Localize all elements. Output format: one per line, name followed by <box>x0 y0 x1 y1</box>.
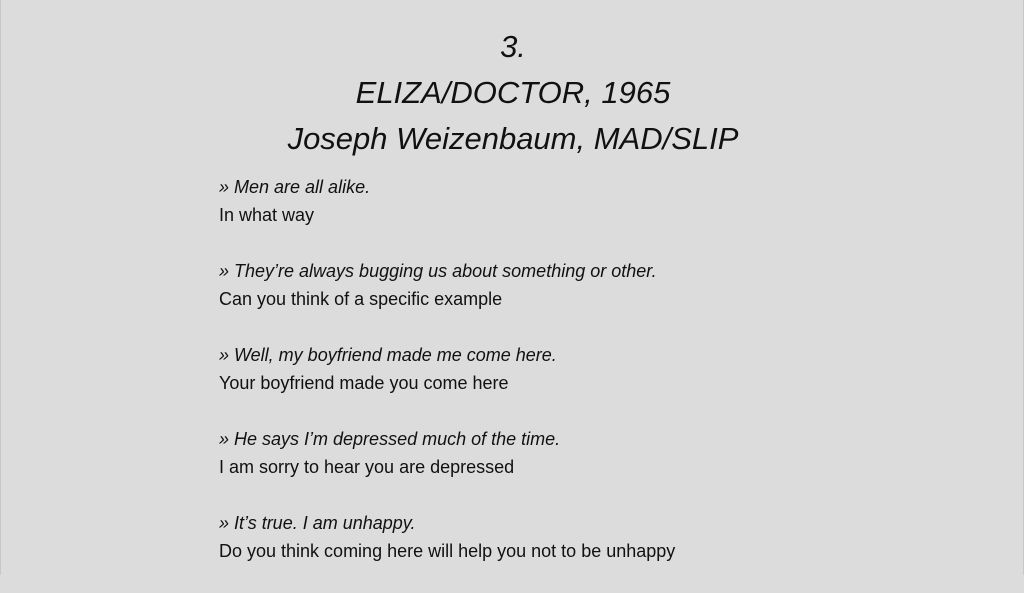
eliza-reply: Your boyfriend made you come here <box>219 373 509 393</box>
program-title: ELIZA/DOCTOR, 1965 <box>355 75 671 110</box>
slide-title <box>1 24 1024 162</box>
user-prompt: » He says I’m depressed much of the time. <box>219 429 561 449</box>
user-prompt: » They’re always bugging us about something or other. <box>219 261 657 281</box>
dialogue-transcript <box>219 173 999 593</box>
user-prompt: » It’s true. I am unhappy. <box>219 513 416 533</box>
slide-number: 3. <box>500 29 526 64</box>
user-prompt: » Men are all alike. <box>219 177 371 197</box>
dialogue-exchange <box>219 509 999 593</box>
eliza-reply: Do you think coming here will help you not to be unhappy <box>219 541 676 561</box>
dialogue-exchange <box>219 341 999 425</box>
eliza-reply: In what way <box>219 205 315 225</box>
author-line: Joseph Weizenbaum, MAD/SLIP <box>287 121 739 156</box>
eliza-reply: Can you think of a specific example <box>219 289 503 309</box>
dialogue-exchange <box>219 425 999 509</box>
user-prompt: » Well, my boyfriend made me come here. <box>219 345 557 365</box>
dialogue-exchange <box>219 257 999 341</box>
eliza-reply: I am sorry to hear you are depressed <box>219 457 515 477</box>
dialogue-exchange <box>219 173 999 257</box>
